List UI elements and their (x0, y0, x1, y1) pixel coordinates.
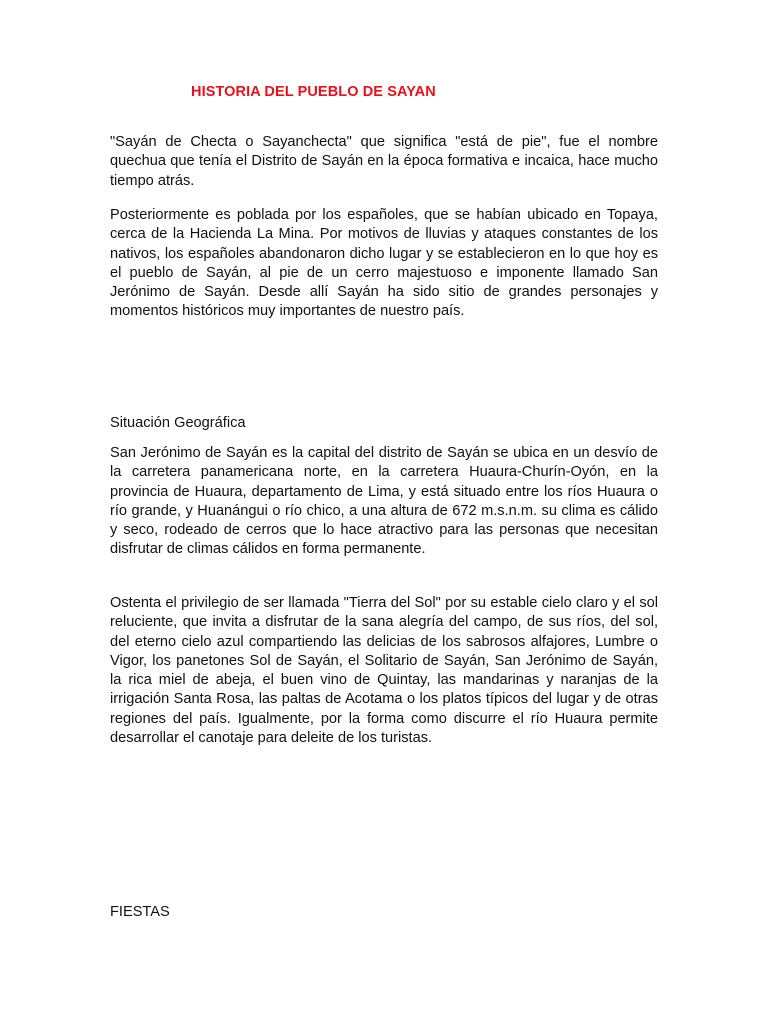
paragraph-history: Posteriormente es poblada por los españoles, que se habían ubicado en Topaya, cerca de la Hacienda La Mina. Por motivos de lluvias y ataques constantes de los nativos, los españoles abandonaron dicho lugar y se establecieron en lo que hoy es el pueblo de Sayán, al pie de un cerro majestuoso e imponente llamado San Jerónimo de Sayán. Desde allí Sayán ha sido sitio de grandes personajes y momentos históricos muy importantes de nuestro país. (110, 207, 658, 320)
document-title: HISTORIA DEL PUEBLO DE SAYAN (191, 84, 436, 100)
section-heading-geographic: Situación Geográfica (110, 415, 246, 431)
paragraph-tierra-del-sol: Ostenta el privilegio de ser llamada "Tierra del Sol" por su estable cielo claro y el sol reluciente, que invita a disfrutar de la sana alegría del campo, de sus ríos, del sol, del eterno cielo azul compartiendo las delicias de los sabrosos alfajores, Lumbre o Vigor, los panetones Sol de Sayán, el Solitario de Sayán, San Jerónimo de Sayán, la rica miel de abeja, el buen vino de Quintay, las mandarinas y naranjas de la irrigación Santa Rosa, las paltas de Acotama o los platos típicos del lugar y de otras regiones del país. Igualmente, por la forma como discurre el río Huaura permite desarrollar el canotaje para deleite de los turistas. (110, 595, 658, 747)
paragraph-origin-name: "Sayán de Checta o Sayanchecta" que significa "está de pie", fue el nombre quechua que tenía el Distrito de Sayán en la época formativa e incaica, hace mucho tiempo atrás. (110, 134, 658, 189)
paragraph-geography: San Jerónimo de Sayán es la capital del distrito de Sayán se ubica en un desvío de la carretera panamericana norte, en la carretera Huaura-Churín-Oyón, en la provincia de Huaura, departamento de Lima, y está situado entre los ríos Huaura o río grande, y Huanángui o río chico, a una altura de 672 m.s.n.m. su clima es cálido y seco, rodeado de cerros que lo hace atractivo para las personas que necesitan disfrutar de climas cálidos en forma permanente. (110, 445, 658, 558)
section-heading-fiestas: FIESTAS (110, 904, 170, 920)
